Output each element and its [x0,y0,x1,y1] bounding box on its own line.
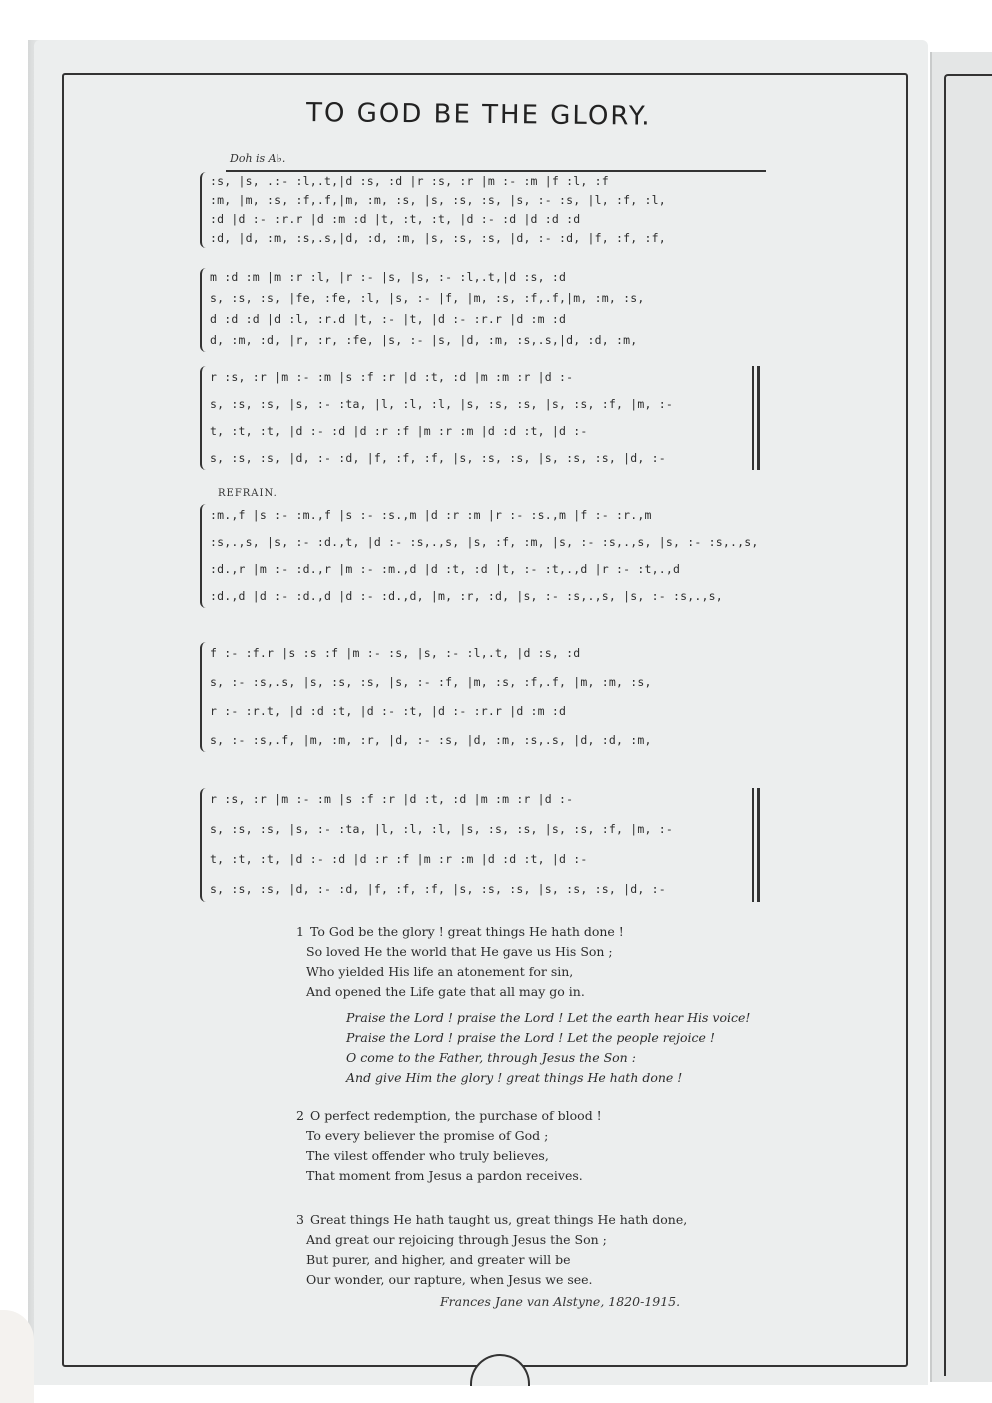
refrain-label: REFRAIN. [218,488,278,499]
bass-line: s, :- :s,.f, |m, :m, :r, |d, :- :s, |d, :m, :s,.s, |d, :d, :m, [210,733,652,747]
system-brace [200,366,210,470]
verse-3 [296,1210,816,1290]
tenor-line: t, :t, :t, |d :- :d |d :r :f |m :r :m |d :d :t, |d :- [210,424,588,438]
chorus-line: O come to the Father, through Jesus the Son : [346,1050,636,1065]
verse-number: 3 [296,1212,304,1227]
alto-line: :m, |m, :s, :f,.f,|m, :m, :s, |s, :s, :s, |s, :- :s, |l, :f, :l, [210,193,666,207]
adjacent-page-frame [944,74,992,1376]
final-barline [752,788,760,902]
soprano-line: :s, |s, .:- :l,.t,|d :s, :d |r :s, :r |m :- :m |f :l, :f [210,174,609,188]
lyric-line: And great our rejoicing through Jesus the Son ; [306,1232,607,1247]
chorus-line: And give Him the glory ! great things He hath done ! [346,1070,683,1085]
bass-line: s, :s, :s, |d, :- :d, |f, :f, :f, |s, :s, :s, |s, :s, :s, |d, :- [210,451,666,465]
verse-number: 2 [296,1108,304,1123]
music-system-3 [210,366,760,470]
tenor-line: r :- :r.t, |d :d :t, |d :- :t, |d :- :r.r |d :m :d [210,704,567,718]
lyric-line: Who yielded His life an atonement for sin, [306,964,574,979]
tenor-line: :d |d :- :r.r |d :m :d |t, :t, :t, |d :- :d |d :d :d [210,212,581,226]
alto-line: s, :s, :s, |s, :- :ta, |l, :l, :l, |s, :s, :s, |s, :s, :f, |m, :- [210,822,674,836]
verse-1 [296,922,816,1002]
bass-line: d, :m, :d, |r, :r, :fe, |s, :- |s, |d, :m, :s,.s,|d, :d, :m, [210,333,638,347]
verse-2 [296,1106,816,1186]
system-brace [200,504,210,608]
soprano-line: :m.,f |s :- :m.,f |s :- :s.,m |d :r :m |r :- :s.,m |f :- :r.,m [210,508,652,522]
hand-in-frame [0,1310,34,1403]
music-system-4 [210,504,760,608]
lyric-line: O perfect redemption, the purchase of blood ! [309,1108,602,1123]
music-system-1 [210,172,760,248]
system-brace [200,642,210,752]
lyric-line: And opened the Life gate that all may go in. [306,984,585,999]
system-brace [200,268,210,352]
tenor-line: d :d :d |d :l, :r.d |t, :- |t, |d :- :r.r |d :m :d [210,312,567,326]
key-signature: Doh is A♭. [230,152,286,165]
alto-line: s, :s, :s, |s, :- :ta, |l, :l, :l, |s, :s, :s, |s, :s, :f, |m, :- [210,397,674,411]
lyric-line: To every believer the promise of God ; [306,1128,549,1143]
lyric-line: That moment from Jesus a pardon receives. [306,1168,583,1183]
lyric-line: The vilest offender who truly believes, [306,1148,549,1163]
lyric-line: Great things He hath taught us, great things He hath done, [309,1212,688,1227]
lyric-line: Our wonder, our rapture, when Jesus we see. [306,1272,593,1287]
soprano-line: m :d :m |m :r :l, |r :- |s, |s, :- :l,.t,|d :s, :d [210,270,567,284]
soprano-line: f :- :f.r |s :s :f |m :- :s, |s, :- :l,.t, |d :s, :d [210,646,581,660]
alto-line: :s,.,s, |s, :- :d.,t, |d :- :s,.,s, |s, :f, :m, |s, :- :s,.,s, |s, :- :s,.,s, [210,535,759,549]
author-credit: Frances Jane van Alstyne, 1820-1915. [440,1294,681,1309]
tenor-line: :d.,r |m :- :d.,r |m :- :m.,d |d :t, :d |t, :- :t,.,d |r :- :t,.,d [210,562,681,576]
system-brace [200,788,210,902]
system-brace [200,172,210,248]
lyric-line: To God be the glory ! great things He hath done ! [309,924,624,939]
alto-line: s, :- :s,.s, |s, :s, :s, |s, :- :f, |m, :s, :f,.f, |m, :m, :s, [210,675,652,689]
double-barline [752,366,760,470]
handwritten-title: TO GOD BE THE GLORY. [305,98,652,132]
chorus-line: Praise the Lord ! praise the Lord ! Let the earth hear His voice! [346,1010,751,1025]
soprano-line: r :s, :r |m :- :m |s :f :r |d :t, :d |m :m :r |d :- [210,792,574,806]
verse-number: 1 [296,924,304,939]
lyric-line: But purer, and higher, and greater will be [306,1252,571,1267]
bass-line: :d, |d, :m, :s,.s,|d, :d, :m, |s, :s, :s, |d, :- :d, |f, :f, :f, [210,231,666,245]
soprano-line: r :s, :r |m :- :m |s :f :r |d :t, :d |m :m :r |d :- [210,370,574,384]
music-system-5 [210,642,760,752]
alto-line: s, :s, :s, |fe, :fe, :l, |s, :- |f, |m, :s, :f,.f,|m, :m, :s, [210,291,645,305]
music-system-2 [210,268,760,352]
music-system-6 [210,788,760,902]
chorus-line: Praise the Lord ! praise the Lord ! Let the people rejoice ! [346,1030,715,1045]
lyric-line: So loved He the world that He gave us His Son ; [306,944,613,959]
bass-line: :d.,d |d :- :d.,d |d :- :d.,d, |m, :r, :d, |s, :- :s,.,s, |s, :- :s,.,s, [210,589,723,603]
chorus [346,1008,866,1088]
background [0,0,992,40]
bass-line: s, :s, :s, |d, :- :d, |f, :f, :f, |s, :s, :s, |s, :s, :s, |d, :- [210,882,666,896]
tenor-line: t, :t, :t, |d :- :d |d :r :f |m :r :m |d :d :t, |d :- [210,852,588,866]
